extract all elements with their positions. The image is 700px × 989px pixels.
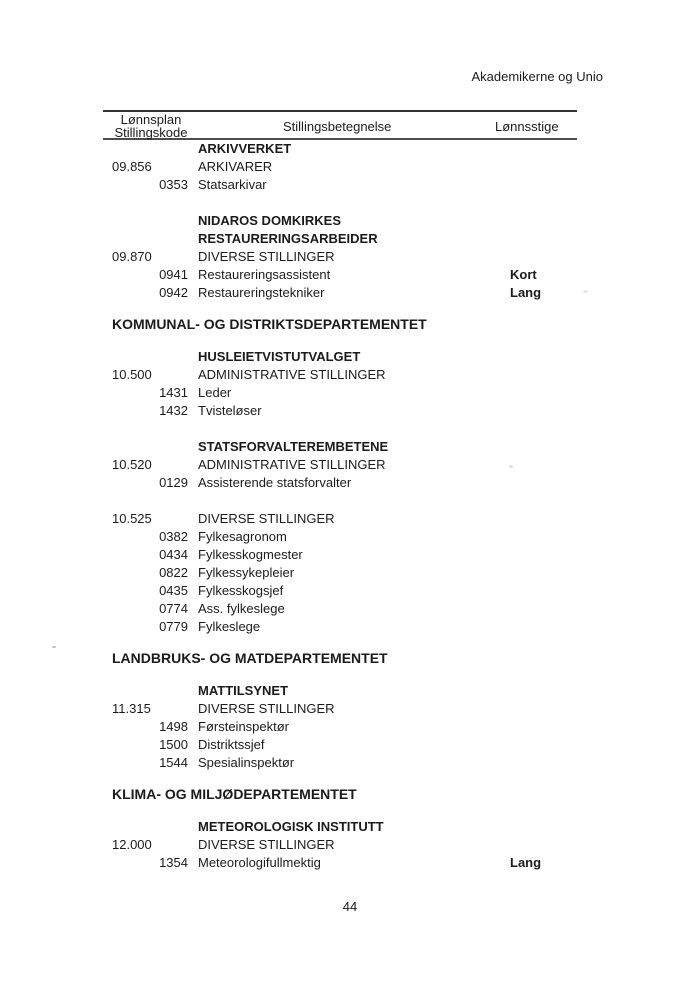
stillingskode-cell: 0779 xyxy=(159,619,188,634)
department-heading: LANDBRUKS- OG MATDEPARTEMENTET xyxy=(112,650,388,666)
agency-name-row xyxy=(103,682,577,700)
stillingskode-cell xyxy=(158,818,188,836)
stillingskode-cell: 1544 xyxy=(159,755,188,770)
title-cell: ADMINISTRATIVE STILLINGER xyxy=(198,457,386,472)
table-body xyxy=(103,140,577,872)
title-cell: Fylkesagronom xyxy=(198,529,287,544)
plan-row xyxy=(103,158,577,176)
lonnsplan-cell xyxy=(103,140,158,158)
section-gap xyxy=(103,194,577,212)
position-row xyxy=(103,176,577,194)
position-row xyxy=(103,854,577,872)
scan-artifact xyxy=(52,646,56,648)
column-gap xyxy=(188,266,198,284)
title-cell: NIDAROS DOMKIRKES xyxy=(198,213,342,228)
ladder-cell xyxy=(507,736,577,754)
column-gap xyxy=(188,836,198,854)
stillingskode-cell xyxy=(158,682,188,700)
agency-name-row xyxy=(103,230,577,248)
ladder-cell xyxy=(507,348,577,366)
plan-row xyxy=(103,248,577,266)
agency-name-row xyxy=(103,140,577,158)
ladder-cell xyxy=(507,158,577,176)
column-gap xyxy=(188,700,198,718)
ladder-cell xyxy=(507,836,577,854)
lonnsplan-cell: 12.000 xyxy=(112,837,152,852)
stillingskode-cell: 0435 xyxy=(159,583,188,598)
column-gap xyxy=(188,528,198,546)
column-header-lonnsplan: Lønnsplan xyxy=(120,112,182,127)
ladder-cell xyxy=(507,510,577,528)
ladder-cell: Kort xyxy=(510,267,537,282)
lonnsplan-cell xyxy=(103,348,158,366)
ladder-cell xyxy=(507,682,577,700)
title-cell: Fylkessykepleier xyxy=(198,565,295,580)
column-gap xyxy=(188,510,198,528)
title-cell: Fylkeslege xyxy=(198,619,261,634)
lonnsplan-cell: 09.870 xyxy=(112,249,152,264)
position-row xyxy=(103,474,577,492)
lonnsplan-cell xyxy=(103,528,158,546)
stillingskode-cell: 1431 xyxy=(159,385,188,400)
lonnsplan-cell xyxy=(103,176,158,194)
ladder-cell xyxy=(507,176,577,194)
stillingskode-cell: 1432 xyxy=(159,403,188,418)
stillingskode-cell: 0353 xyxy=(159,177,188,192)
position-row xyxy=(103,754,577,772)
column-gap xyxy=(188,438,198,456)
stillingskode-cell xyxy=(158,456,188,474)
title-cell: Fylkesskogmester xyxy=(198,547,303,562)
plan-row xyxy=(103,836,577,854)
stillingskode-cell xyxy=(158,510,188,528)
ladder-cell xyxy=(507,212,577,230)
section-gap xyxy=(103,492,577,510)
column-gap xyxy=(188,248,198,266)
column-gap xyxy=(188,284,198,302)
ladder-cell xyxy=(507,474,577,492)
title-cell: Spesialinspektør xyxy=(198,755,295,770)
lonnsplan-cell: 10.500 xyxy=(112,367,152,382)
title-cell: Ass. fylkeslege xyxy=(198,601,285,616)
column-gap xyxy=(188,582,198,600)
column-gap xyxy=(188,564,198,582)
title-cell: Distriktssjef xyxy=(198,737,265,752)
column-header-stillingsbetegnelse: Stillingsbetegnelse xyxy=(283,119,392,134)
stillingskode-cell xyxy=(158,438,188,456)
stillingskode-cell xyxy=(158,366,188,384)
stillingskode-cell xyxy=(158,230,188,248)
lonnsplan-cell xyxy=(103,384,158,402)
ladder-cell xyxy=(507,438,577,456)
title-cell: DIVERSE STILLINGER xyxy=(198,511,335,526)
column-gap xyxy=(188,682,198,700)
lonnsplan-cell: 10.520 xyxy=(112,457,152,472)
lonnsplan-cell xyxy=(103,284,158,302)
position-row xyxy=(103,546,577,564)
lonnsplan-cell xyxy=(103,736,158,754)
lonnsplan-cell xyxy=(103,402,158,420)
column-header-lonnsstige: Lønnsstige xyxy=(495,119,559,134)
department-heading: KLIMA- OG MILJØDEPARTEMENTET xyxy=(112,786,357,802)
lonnsplan-cell xyxy=(103,438,158,456)
column-gap xyxy=(188,158,198,176)
title-cell: Restaureringstekniker xyxy=(198,285,325,300)
title-cell: DIVERSE STILLINGER xyxy=(198,837,335,852)
stillingskode-cell xyxy=(158,158,188,176)
column-header-lonnsplan-stillingskode xyxy=(103,113,199,139)
ladder-cell xyxy=(507,456,577,474)
column-gap xyxy=(188,348,198,366)
lonnsplan-cell xyxy=(103,564,158,582)
column-gap xyxy=(188,818,198,836)
title-cell: HUSLEIETVISTUTVALGET xyxy=(198,349,361,364)
column-gap xyxy=(188,474,198,492)
lonnsplan-cell xyxy=(103,682,158,700)
title-cell: Statsarkivar xyxy=(198,177,267,192)
stillingskode-cell xyxy=(158,348,188,366)
column-gap xyxy=(188,754,198,772)
lonnsplan-cell xyxy=(103,546,158,564)
ladder-cell xyxy=(507,618,577,636)
stillingskode-cell xyxy=(158,212,188,230)
ladder-cell xyxy=(507,700,577,718)
stillingskode-cell: 0942 xyxy=(159,285,188,300)
ladder-cell xyxy=(507,818,577,836)
title-cell: Førsteinspektør xyxy=(198,719,290,734)
title-cell: ADMINISTRATIVE STILLINGER xyxy=(198,367,386,382)
lonnsplan-cell xyxy=(103,754,158,772)
lonnsplan-cell xyxy=(103,266,158,284)
position-row xyxy=(103,266,577,284)
stillingskode-cell: 0382 xyxy=(159,529,188,544)
lonnsplan-cell xyxy=(103,600,158,618)
stillingskode-cell xyxy=(158,248,188,266)
column-gap xyxy=(188,456,198,474)
position-row xyxy=(103,718,577,736)
title-cell: Restaureringsassistent xyxy=(198,267,331,282)
column-gap xyxy=(188,402,198,420)
title-cell: DIVERSE STILLINGER xyxy=(198,249,335,264)
stillingskode-cell: 1354 xyxy=(159,855,188,870)
ladder-cell xyxy=(507,248,577,266)
stillingskode-cell: 1500 xyxy=(159,737,188,752)
title-cell: Assisterende statsforvalter xyxy=(198,475,352,490)
lonnsplan-cell xyxy=(103,854,158,872)
table-header xyxy=(103,110,577,140)
plan-row xyxy=(103,456,577,474)
lonnsplan-cell xyxy=(103,618,158,636)
ladder-cell: Lang xyxy=(510,855,542,870)
position-row xyxy=(103,402,577,420)
stillingskode-cell xyxy=(158,700,188,718)
column-header-stillingskode: Stillingskode xyxy=(114,125,188,140)
position-row xyxy=(103,582,577,600)
column-gap xyxy=(188,212,198,230)
stillingskode-cell: 0774 xyxy=(159,601,188,616)
lonnsplan-cell: 10.525 xyxy=(112,511,152,526)
ladder-cell xyxy=(507,140,577,158)
column-gap xyxy=(188,366,198,384)
lonnsplan-cell xyxy=(103,474,158,492)
ladder-cell xyxy=(507,546,577,564)
ladder-cell xyxy=(507,528,577,546)
column-gap xyxy=(188,140,198,158)
position-row xyxy=(103,618,577,636)
ladder-cell xyxy=(507,384,577,402)
agency-name-row xyxy=(103,212,577,230)
plan-row xyxy=(103,700,577,718)
stillingskode-cell xyxy=(158,140,188,158)
column-gap xyxy=(188,600,198,618)
column-gap xyxy=(188,618,198,636)
title-cell: RESTAURERINGSARBEIDER xyxy=(198,231,378,246)
title-cell: Fylkesskogsjef xyxy=(198,583,284,598)
section-gap xyxy=(103,420,577,438)
page-number: 44 xyxy=(342,899,358,914)
column-gap xyxy=(188,718,198,736)
column-gap xyxy=(188,736,198,754)
column-gap xyxy=(188,546,198,564)
lonnsplan-cell xyxy=(103,212,158,230)
ladder-cell xyxy=(507,582,577,600)
plan-row xyxy=(103,510,577,528)
ladder-cell xyxy=(507,718,577,736)
department-heading: KOMMUNAL- OG DISTRIKTSDEPARTEMENTET xyxy=(112,316,427,332)
title-cell: ARKIVVERKET xyxy=(198,141,292,156)
column-gap xyxy=(188,230,198,248)
salary-table xyxy=(103,110,577,872)
ladder-cell xyxy=(507,366,577,384)
position-row xyxy=(103,600,577,618)
agency-name-row xyxy=(103,438,577,456)
title-cell: Meteorologifullmektig xyxy=(198,855,321,870)
column-gap xyxy=(188,176,198,194)
ladder-cell xyxy=(507,230,577,248)
ladder-cell xyxy=(507,564,577,582)
position-row xyxy=(103,564,577,582)
plan-row xyxy=(103,366,577,384)
stillingskode-cell: 0434 xyxy=(159,547,188,562)
position-row xyxy=(103,528,577,546)
column-gap xyxy=(188,384,198,402)
ladder-cell xyxy=(507,600,577,618)
agency-name-row xyxy=(103,818,577,836)
lonnsplan-cell: 11.315 xyxy=(112,701,151,716)
position-row xyxy=(103,384,577,402)
lonnsplan-cell xyxy=(103,718,158,736)
ladder-cell: Lang xyxy=(510,285,542,300)
lonnsplan-cell: 09.856 xyxy=(112,159,152,174)
stillingskode-cell: 1498 xyxy=(159,719,188,734)
position-row xyxy=(103,284,577,302)
ladder-cell xyxy=(507,754,577,772)
running-header: Akademikerne og Unio xyxy=(471,69,603,84)
stillingskode-cell: 0941 xyxy=(159,267,188,282)
stillingskode-cell: 0822 xyxy=(159,565,188,580)
title-cell: ARKIVARER xyxy=(198,159,273,174)
lonnsplan-cell xyxy=(103,582,158,600)
title-cell: Leder xyxy=(198,385,232,400)
column-gap xyxy=(188,854,198,872)
stillingskode-cell: 0129 xyxy=(159,475,188,490)
title-cell: DIVERSE STILLINGER xyxy=(198,701,335,716)
ladder-cell xyxy=(507,402,577,420)
lonnsplan-cell xyxy=(103,818,158,836)
scan-artifact xyxy=(583,290,588,293)
lonnsplan-cell xyxy=(103,230,158,248)
title-cell: Tvisteløser xyxy=(198,403,262,418)
stillingskode-cell xyxy=(158,836,188,854)
position-row xyxy=(103,736,577,754)
title-cell: STATSFORVALTEREMBETENE xyxy=(198,439,389,454)
title-cell: MATTILSYNET xyxy=(198,683,289,698)
agency-name-row xyxy=(103,348,577,366)
scan-artifact xyxy=(509,465,513,468)
title-cell: METEOROLOGISK INSTITUTT xyxy=(198,819,384,834)
